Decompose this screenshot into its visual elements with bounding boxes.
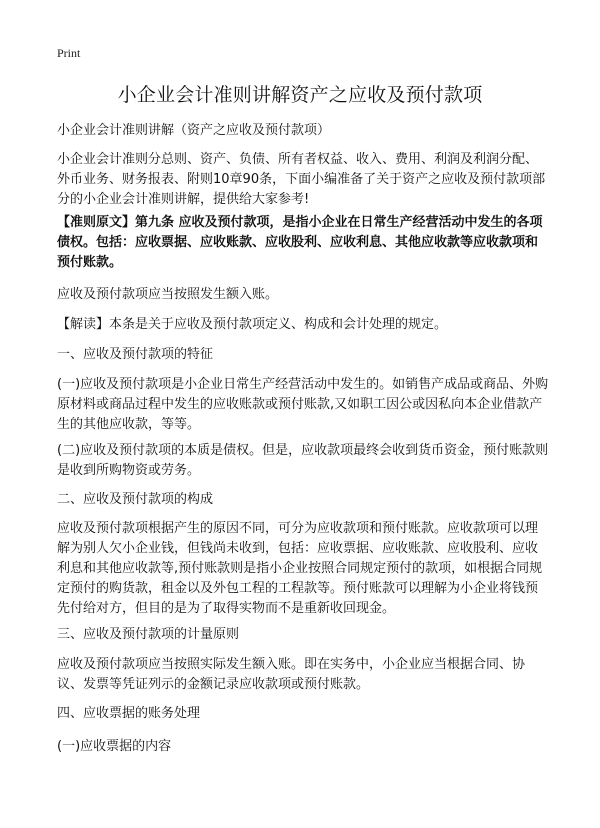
section-heading-measurement: 三、应收及预付款项的计量原则: [57, 627, 240, 642]
measurement-paragraph: 应收及预付款项应当按照实际发生额入账。即在实务中，小企业应当根据合同、协议、发票等凭证列示的金额记录应收款项或预付账款。: [57, 657, 526, 692]
subsection-heading-notes-content: (一)应收票据的内容: [57, 739, 172, 754]
intro-paragraph: 小企业会计准则分总则、资产、负债、所有者权益、收入、费用、利润及利润分配、外币业务、财务报表、附则10章90条，下面小编准备了关于资产之应收及预付款项部分的小企业会计准则讲解，提供给大家参考!: [57, 152, 546, 207]
section-heading-composition: 二、应收及预付款项的构成: [57, 492, 214, 507]
measurement-sentence: 应收及预付款项应当按照发生额入账。: [57, 287, 279, 302]
characteristic-item-1: (一)应收及预付款项是小企业日常生产经营活动中发生的。如销售产成品或商品、外购原材料或商品过程中发生的应收账款或预付账款,又如职工因公或因私向本企业借款产生的其他应收款，等等。: [57, 377, 549, 432]
section-heading-notes-receivable: 四、应收票据的账务处理: [57, 706, 201, 721]
print-label: Print: [57, 46, 81, 60]
interpretation-paragraph: 【解读】本条是关于应收及预付款项定义、构成和会计处理的规定。: [57, 317, 448, 332]
characteristic-item-2: (二)应收及预付款项的本质是债权。但是，应收款项最终会收到货币资金，预付账款则是收到所购物资或劳务。: [57, 443, 549, 478]
standard-text-paragraph: 【准则原文】第九条 应收及预付款项，是指小企业在日常生产经营活动中发生的各项债权。包括：应收票据、应收账款、应收股利、应收利息、其他应收款等应收款项和预付账款。: [57, 215, 543, 270]
composition-paragraph: 应收及预付款项根据产生的原因不同，可分为应收款项和预付账款。应收款项可以理解为别人欠小企业钱，但钱尚未收到，包括：应收票据、应收账款、应收股利、应收利息和其他应收款等,预付账款则是指小企业按照合同规定预付的款项，如根据合同规定预付的购货款，租金以及外包工程的工程款等。预付账款可以理解为小企业将钱预先付给对方，但目的是为了取得实物而不是重新收回现金。: [57, 521, 543, 616]
document-title: 小企业会计准则讲解资产之应收及预付款项: [117, 84, 483, 106]
subtitle-paragraph: 小企业会计准则讲解（资产之应收及预付款项）: [57, 123, 331, 138]
section-heading-characteristics: 一、应收及预付款项的特征: [57, 347, 214, 362]
